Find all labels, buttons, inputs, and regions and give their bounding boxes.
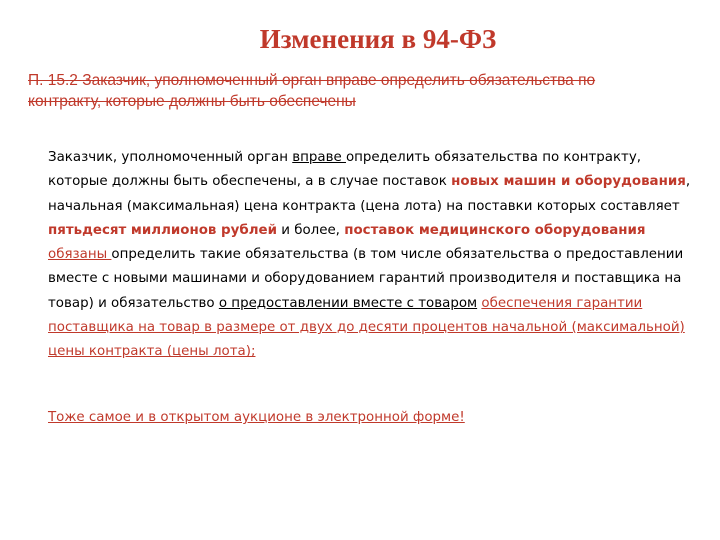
body-text: определить обязательства по контракту, которые должны быть обеспечены, а в случае поставок xyxy=(48,150,642,190)
highlight-new-machines: новых машин и оборудования xyxy=(451,174,686,190)
highlight-medical-equipment: поставок медицинского оборудования xyxy=(344,222,646,238)
underlined-obyazany: обязаны xyxy=(48,247,112,263)
closing-note: Тоже самое и в открытом аукционе в электронной форме! xyxy=(48,410,465,425)
body-text: и более, xyxy=(276,222,345,238)
highlight-fifty-million: пятьдесят миллионов рублей xyxy=(48,222,277,238)
body-paragraph xyxy=(48,146,694,365)
struck-through-clause: П. 15.2 Заказчик, уполномоченный орган вправе определить обязательства по контракту, которые должны быть обеспечены xyxy=(28,72,596,110)
underlined-provision-clause: о предоставлении вместе с товаром xyxy=(218,295,478,311)
slide-title: Изменения в 94-ФЗ xyxy=(259,24,497,54)
body-text: , начальная (максимальная) цена контракта (цена лота) на поставки которых составляет xyxy=(48,174,691,214)
underlined-text-vprave: вправе xyxy=(292,150,346,165)
underlined-guarantee-clause: обеспечения гарантии поставщика на товар в размере от двух до десяти процентов начальной (максимальной) цены контракта (цены лота); xyxy=(48,295,685,360)
body-text: определить такие обязательства (в том числе обязательства о предоставлении вместе с новыми машинами и оборудованием гарантий производителя и поставщика на товар) и обязательство xyxy=(48,247,684,311)
body-text: Заказчик, уполномоченный орган xyxy=(48,150,293,165)
